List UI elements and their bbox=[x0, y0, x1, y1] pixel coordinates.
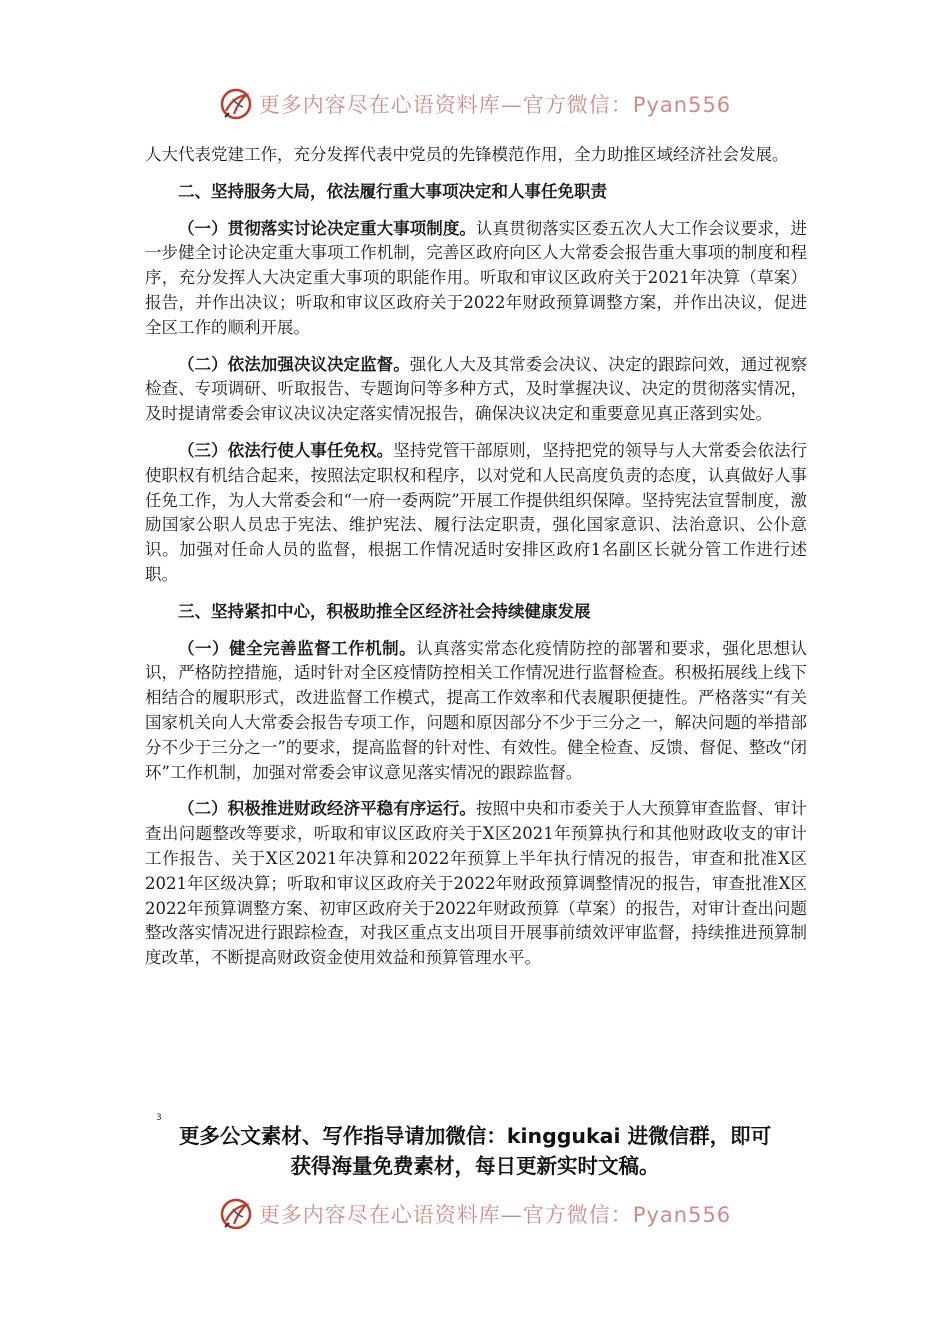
paragraph-lead: （三）依法行使人事任免权。 bbox=[178, 440, 394, 460]
document-body bbox=[145, 143, 807, 971]
page-number: 3 bbox=[156, 1113, 162, 1123]
watermark-text: 更多内容尽在心语资料库—官方微信：Pyan556 bbox=[258, 93, 732, 117]
paragraph-lead: （二）积极推进财政经济平稳有序运行。 bbox=[178, 799, 476, 819]
paragraph-2-1: （一）贯彻落实讨论决定重大事项制度。认真贯彻落实区委五次人大工作会议要求，进一步健全讨论决定重大事项工作机制，完善区政府向区人大常委会报告重大事项的制度和程序，充分发挥人大决定重大事项的职能作用。听取和审议区政府关于2021年决算（草案）报告，并作出决议；听取和审议区政府关于2022年财政预算调整方案，并作出决议，促进全区工作的顺利开展。 bbox=[145, 218, 808, 337]
paragraph-0: 人大代表党建工作，充分发挥代表中党员的先锋模范作用，全力助推区域经济社会发展。 bbox=[145, 145, 789, 164]
brand-logo-icon bbox=[219, 1197, 253, 1231]
paragraph-lead: （二）依法加强决议决定监督。 bbox=[178, 354, 410, 374]
header-watermark bbox=[0, 84, 950, 124]
paragraph-lead: （一）健全完善监督工作机制。 bbox=[178, 638, 417, 658]
watermark-text: 更多内容尽在心语资料库—官方微信：Pyan556 bbox=[258, 1203, 732, 1227]
section-heading-2: 二、坚持服务大局，依法履行重大事项决定和人事任免职责 bbox=[178, 181, 607, 201]
paragraph-2-3: （三）依法行使人事任免权。坚持党管干部原则，坚持把党的领导与人大常委会依法行使职权有机结合起来，按照法定职权和程序，以对党和人民高度负责的态度，认真做好人事任免工作，为人大常委会和“一府一委两院”开展工作提供组织保障。坚持宪法宣誓制度，激励国家公职人员忠于宪法、维护宪法、履行法定职责，强化国家意识、法治意识、公仆意识。加强对任命人员的监督，根据工作情况适时安排区政府1名副区长就分管工作进行述职。 bbox=[145, 440, 808, 584]
promo-note bbox=[140, 1121, 810, 1181]
paragraph-lead: （一）贯彻落实讨论决定重大事项制度。 bbox=[178, 218, 476, 238]
brand-logo-icon bbox=[219, 87, 253, 121]
footer-watermark bbox=[0, 1194, 950, 1234]
paragraph-3-1: （一）健全完善监督工作机制。认真落实常态化疫情防控的部署和要求，强化思想认识，严格防控措施，适时针对全区疫情防控相关工作情况进行监督检查。积极拓展线上线下相结合的履职形式，改进监督工作模式，提高工作效率和代表履职便捷性。严格落实“有关国家机关向人大常委会报告专项工作，问题和原因部分不少于三分之一，解决问题的举措部分不少于三分之一”的要求，提高监督的针对性、有效性。健全检查、反馈、督促、整改“闭环”工作机制，加强对常委会审议意见落实情况的跟踪监督。 bbox=[145, 638, 808, 782]
section-heading-3: 三、坚持紧扣中心，积极助推全区经济社会持续健康发展 bbox=[178, 601, 591, 621]
paragraph-3-2: （二）积极推进财政经济平稳有序运行。按照中央和市委关于人大预算审查监督、审计查出问题整改等要求，听取和审议区政府关于X区2021年预算执行和其他财政收支的审计工作报告、关于X区2021年决算和2022年预算上半年执行情况的报告，审查和批准X区2021年区级决算；听取和审议区政府关于2022年财政预算调整情况的报告，审查批准X区2022年预算调整方案、初审区政府关于2022年财政预算（草案）的报告，对审计查出问题整改落实情况进行跟踪检查，对我区重点支出项目开展事前绩效评审监督，持续推进预算制度改革，不断提高财政资金使用效益和预算管理水平。 bbox=[145, 799, 808, 968]
promo-line-1: 更多公文素材、写作指导请加微信：kinggukai 进微信群，即可 bbox=[178, 1124, 772, 1148]
promo-line-2: 获得海量免费素材，每日更新实时文稿。 bbox=[290, 1154, 660, 1178]
paragraph-2-2: （二）依法加强决议决定监督。强化人大及其常委会决议、决定的跟踪问效，通过视察检查、专项调研、听取报告、专题询问等多种方式，及时掌握决议、决定的贯彻落实情况，及时提请常委会审议决议决定落实情况报告，确保决议决定和重要意见真正落到实处。 bbox=[145, 354, 808, 424]
